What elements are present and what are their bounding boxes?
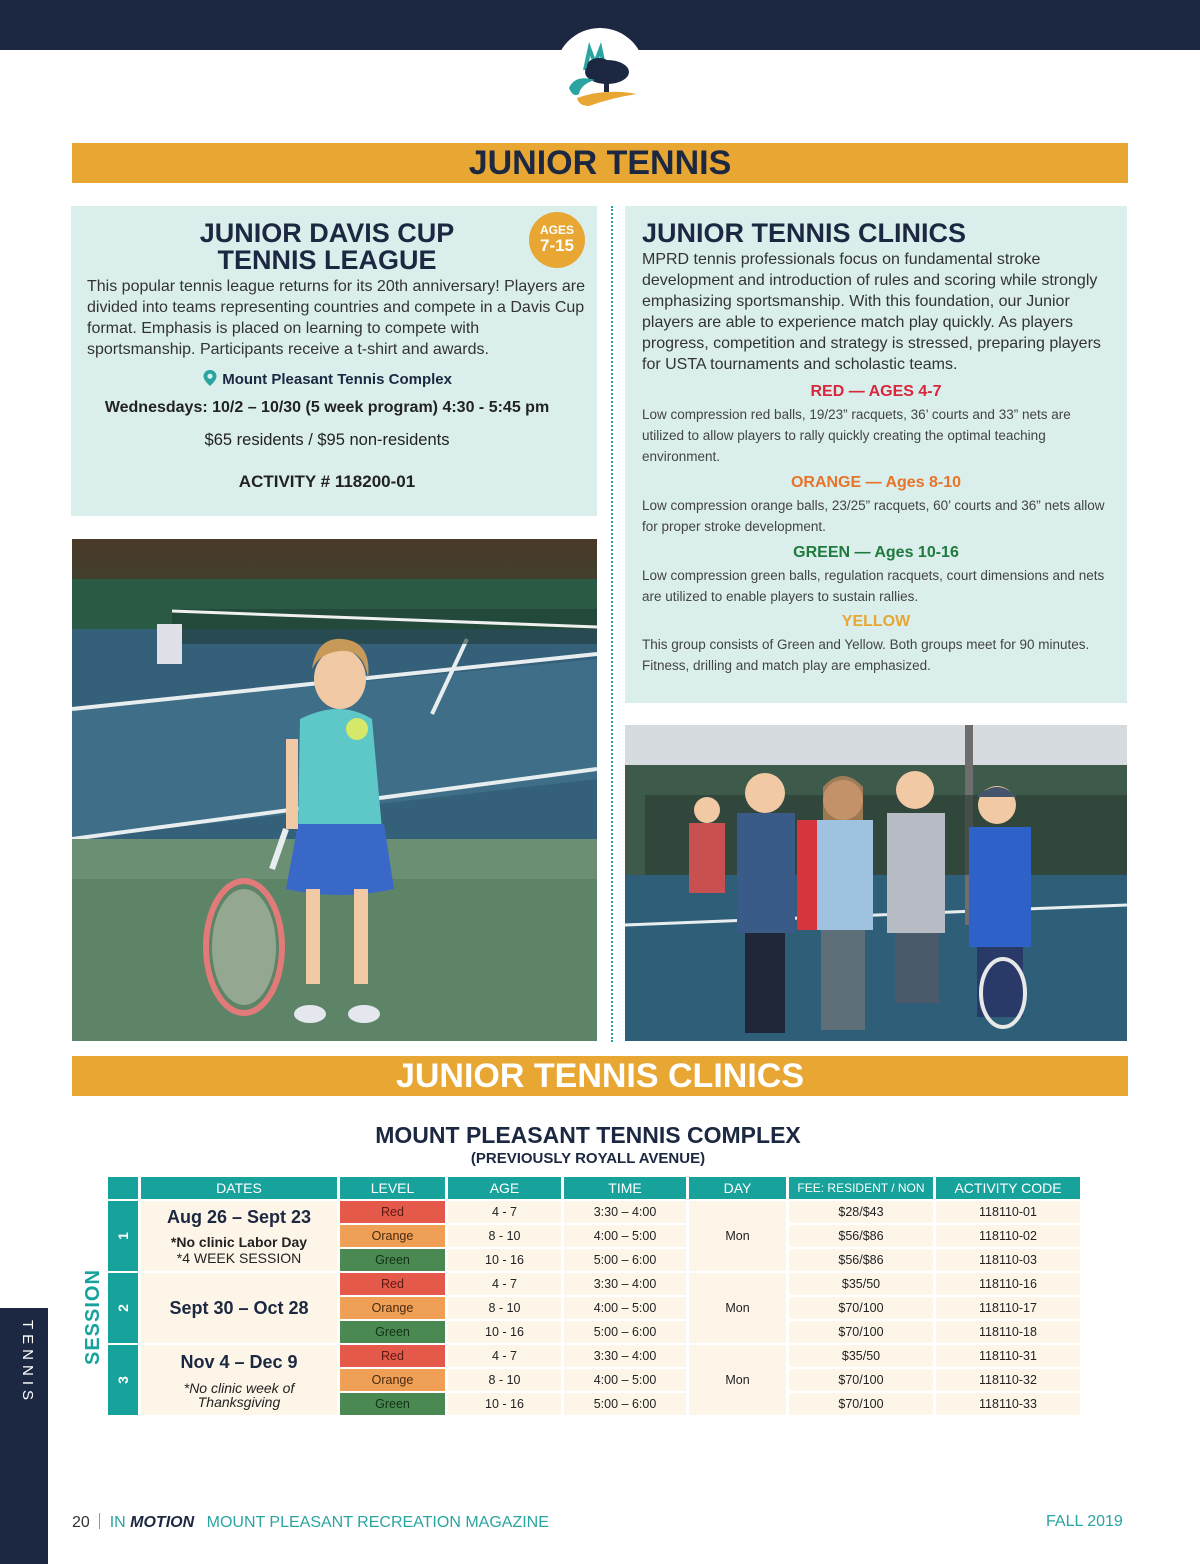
- level-orange-heading: ORANGE — Ages 8-10: [790, 474, 962, 491]
- level-cell-orange: Orange: [340, 1225, 445, 1247]
- fee-cell: $70/100: [789, 1297, 933, 1319]
- junior-tennis-clinics-banner: JUNIOR TENNIS CLINICS: [72, 1056, 1128, 1096]
- age-cell: 8 - 10: [448, 1369, 561, 1391]
- section-label: TENNIS: [19, 1320, 36, 1406]
- age-cell: 4 - 7: [448, 1345, 561, 1367]
- level-cell-red: Red: [340, 1273, 445, 1295]
- time-cell: 3:30 – 4:00: [564, 1201, 686, 1223]
- level-cell-green: Green: [340, 1393, 445, 1415]
- schedule-table: [105, 1175, 1083, 1417]
- activity-code-cell: 118110-16: [936, 1273, 1080, 1295]
- footer-magazine: MOUNT PLEASANT RECREATION MAGAZINE: [206, 1514, 549, 1531]
- level-yellow-text: This group consists of Green and Yellow. Both groups meet for 90 minutes. Fitness, drilling and match play are emphasized.: [642, 637, 1090, 673]
- time-cell: 3:30 – 4:00: [564, 1345, 686, 1367]
- header-dates: DATES: [141, 1177, 337, 1199]
- davis-cup-schedule: Wednesdays: 10/2 – 10/30 (5 week program) 4:30 - 5:45 pm: [104, 399, 550, 416]
- session-number-3: [108, 1345, 138, 1415]
- fee-cell: $70/100: [789, 1321, 933, 1343]
- level-green-text: Low compression green balls, regulation racquets, court dimensions and nets are utilized to enable players to sustain rallies.: [642, 568, 1105, 604]
- level-cell-red: Red: [340, 1201, 445, 1223]
- time-cell: 5:00 – 6:00: [564, 1321, 686, 1343]
- header-fee: FEE: RESIDENT / NON: [789, 1177, 933, 1199]
- schedule-table-wrapper: [105, 1175, 1083, 1417]
- session-3-dates-cell: [141, 1345, 337, 1415]
- session-2-num: 2: [114, 1304, 131, 1312]
- table-row: [108, 1273, 1080, 1295]
- fee-cell: $56/$86: [789, 1225, 933, 1247]
- age-cell: 10 - 16: [448, 1321, 561, 1343]
- footer-page-number: 20: [72, 1514, 90, 1531]
- age-cell: 4 - 7: [448, 1201, 561, 1223]
- ages-badge-label: AGES: [539, 223, 574, 237]
- girl-tennis-photo: [72, 539, 597, 1041]
- footer-motion: MOTION: [130, 1514, 195, 1531]
- header-level: LEVEL: [340, 1177, 445, 1199]
- davis-cup-fee: $65 residents / $95 non-residents: [204, 431, 450, 449]
- junior-tennis-banner: JUNIOR TENNIS: [72, 143, 1128, 183]
- level-cell-red: Red: [340, 1345, 445, 1367]
- clinics-info-title: JUNIOR TENNIS CLINICS: [642, 218, 967, 248]
- level-cell-orange: Orange: [340, 1369, 445, 1391]
- fee-cell: $56/$86: [789, 1249, 933, 1271]
- age-cell: 10 - 16: [448, 1393, 561, 1415]
- time-cell: 4:00 – 5:00: [564, 1369, 686, 1391]
- column-divider: [611, 206, 613, 1042]
- clinics-info-panel: [625, 206, 1127, 703]
- session-3-day: Mon: [689, 1345, 786, 1415]
- fee-cell: $35/50: [789, 1273, 933, 1295]
- age-cell: 4 - 7: [448, 1273, 561, 1295]
- davis-cup-panel: [71, 206, 597, 516]
- davis-cup-activity: ACTIVITY # 118200-01: [238, 472, 416, 491]
- time-cell: 5:00 – 6:00: [564, 1393, 686, 1415]
- session-3-num: 3: [114, 1376, 131, 1384]
- activity-code-cell: 118110-01: [936, 1201, 1080, 1223]
- footer-season: FALL 2019: [1046, 1513, 1123, 1530]
- session-number-1: [108, 1201, 138, 1271]
- level-green-heading: GREEN — Ages 10-16: [793, 544, 959, 561]
- header-session-spacer: [108, 1177, 138, 1199]
- time-cell: 4:00 – 5:00: [564, 1297, 686, 1319]
- session-1-note1: *No clinic Labor Day: [170, 1233, 308, 1250]
- session-3-note1: *No clinic week of: [183, 1379, 295, 1396]
- schedule-subtitle: (PREVIOUSLY ROYALL AVENUE): [470, 1150, 706, 1167]
- activity-code-cell: 118110-32: [936, 1369, 1080, 1391]
- girl-tennis-illustration: [72, 539, 597, 1041]
- session-3-dates: Nov 4 – Dec 9: [180, 1351, 298, 1372]
- activity-code-cell: 118110-18: [936, 1321, 1080, 1343]
- session-number-2: [108, 1273, 138, 1343]
- header-age: AGE: [448, 1177, 561, 1199]
- age-cell: 8 - 10: [448, 1225, 561, 1247]
- session-1-day: Mon: [689, 1201, 786, 1271]
- header-activity-code: ACTIVITY CODE: [936, 1177, 1080, 1199]
- time-cell: 5:00 – 6:00: [564, 1249, 686, 1271]
- footer-left: [72, 1513, 549, 1532]
- time-cell: 4:00 – 5:00: [564, 1225, 686, 1247]
- activity-code-cell: 118110-33: [936, 1393, 1080, 1415]
- footer-separator: [99, 1513, 100, 1529]
- time-cell: 3:30 – 4:00: [564, 1273, 686, 1295]
- session-1-dates-cell: [141, 1201, 337, 1271]
- session-2-day: Mon: [689, 1273, 786, 1343]
- ages-badge: [529, 212, 585, 268]
- kids-group-illustration: [625, 725, 1127, 1041]
- level-red-heading: RED — AGES 4-7: [810, 383, 942, 400]
- header-time: TIME: [564, 1177, 686, 1199]
- level-cell-orange: Orange: [340, 1297, 445, 1319]
- session-label: SESSION: [82, 1269, 104, 1365]
- clinics-info-description: MPRD tennis professionals focus on fundamental stroke development and introduction of rules and scoring while strongly emphasizing sportsmanship. With this foundation, our Junior players are able to experience match play quickly. As players progress, competition and strategy is stressed, preparing players for USTA tournaments and scholastic teams.: [642, 251, 1101, 373]
- activity-code-cell: 118110-17: [936, 1297, 1080, 1319]
- kids-group-photo: [625, 725, 1127, 1041]
- schedule-title: MOUNT PLEASANT TENNIS COMPLEX: [375, 1122, 801, 1148]
- session-1-dates: Aug 26 – Sept 23: [166, 1206, 312, 1227]
- location-pin-icon: [202, 369, 218, 387]
- location-name: Mount Pleasant Tennis Complex: [222, 371, 452, 388]
- davis-cup-location: [71, 369, 583, 388]
- table-header-row: [108, 1177, 1080, 1199]
- activity-code-cell: 118110-31: [936, 1345, 1080, 1367]
- session-2-dates-cell: [141, 1273, 337, 1343]
- davis-cup-description: This popular tennis league returns for its 20th anniversary! Players are divided into teams representing countries and compete in a Davis Cup format. Emphasis is placed on learning to compete with sportsmanship. Participants receive a t-shirt and awards.: [87, 278, 586, 358]
- tree-logo-icon: [555, 28, 645, 118]
- table-row: [108, 1201, 1080, 1223]
- fee-cell: $35/50: [789, 1345, 933, 1367]
- session-2-dates: Sept 30 – Oct 28: [169, 1297, 309, 1318]
- ages-badge-value: 7-15: [539, 236, 575, 255]
- table-row: [108, 1345, 1080, 1367]
- level-cell-green: Green: [340, 1321, 445, 1343]
- session-3-note2: Thanksgiving: [197, 1393, 281, 1410]
- session-1-num: 1: [114, 1232, 131, 1240]
- footer-in: IN: [109, 1514, 126, 1531]
- fee-cell: $70/100: [789, 1369, 933, 1391]
- activity-code-cell: 118110-03: [936, 1249, 1080, 1271]
- activity-code-cell: 118110-02: [936, 1225, 1080, 1247]
- header-day: DAY: [689, 1177, 786, 1199]
- level-red-text: Low compression red balls, 19/23” racquets, 36’ courts and 33” nets are utilized to allow players to rally quickly creating the optimal teaching environment.: [642, 407, 1071, 464]
- level-orange-text: Low compression orange balls, 23/25” racquets, 60’ courts and 36” nets allow for proper stroke development.: [642, 498, 1105, 534]
- age-cell: 10 - 16: [448, 1249, 561, 1271]
- session-1-note2: *4 WEEK SESSION: [176, 1249, 302, 1266]
- davis-cup-title-line1: JUNIOR DAVIS CUP: [199, 218, 455, 248]
- fee-cell: $28/$43: [789, 1201, 933, 1223]
- fee-cell: $70/100: [789, 1393, 933, 1415]
- level-yellow-heading: YELLOW: [841, 613, 911, 630]
- age-cell: 8 - 10: [448, 1297, 561, 1319]
- mprd-logo: [555, 28, 645, 118]
- davis-cup-title-line2: TENNIS LEAGUE: [217, 245, 437, 275]
- level-cell-green: Green: [340, 1249, 445, 1271]
